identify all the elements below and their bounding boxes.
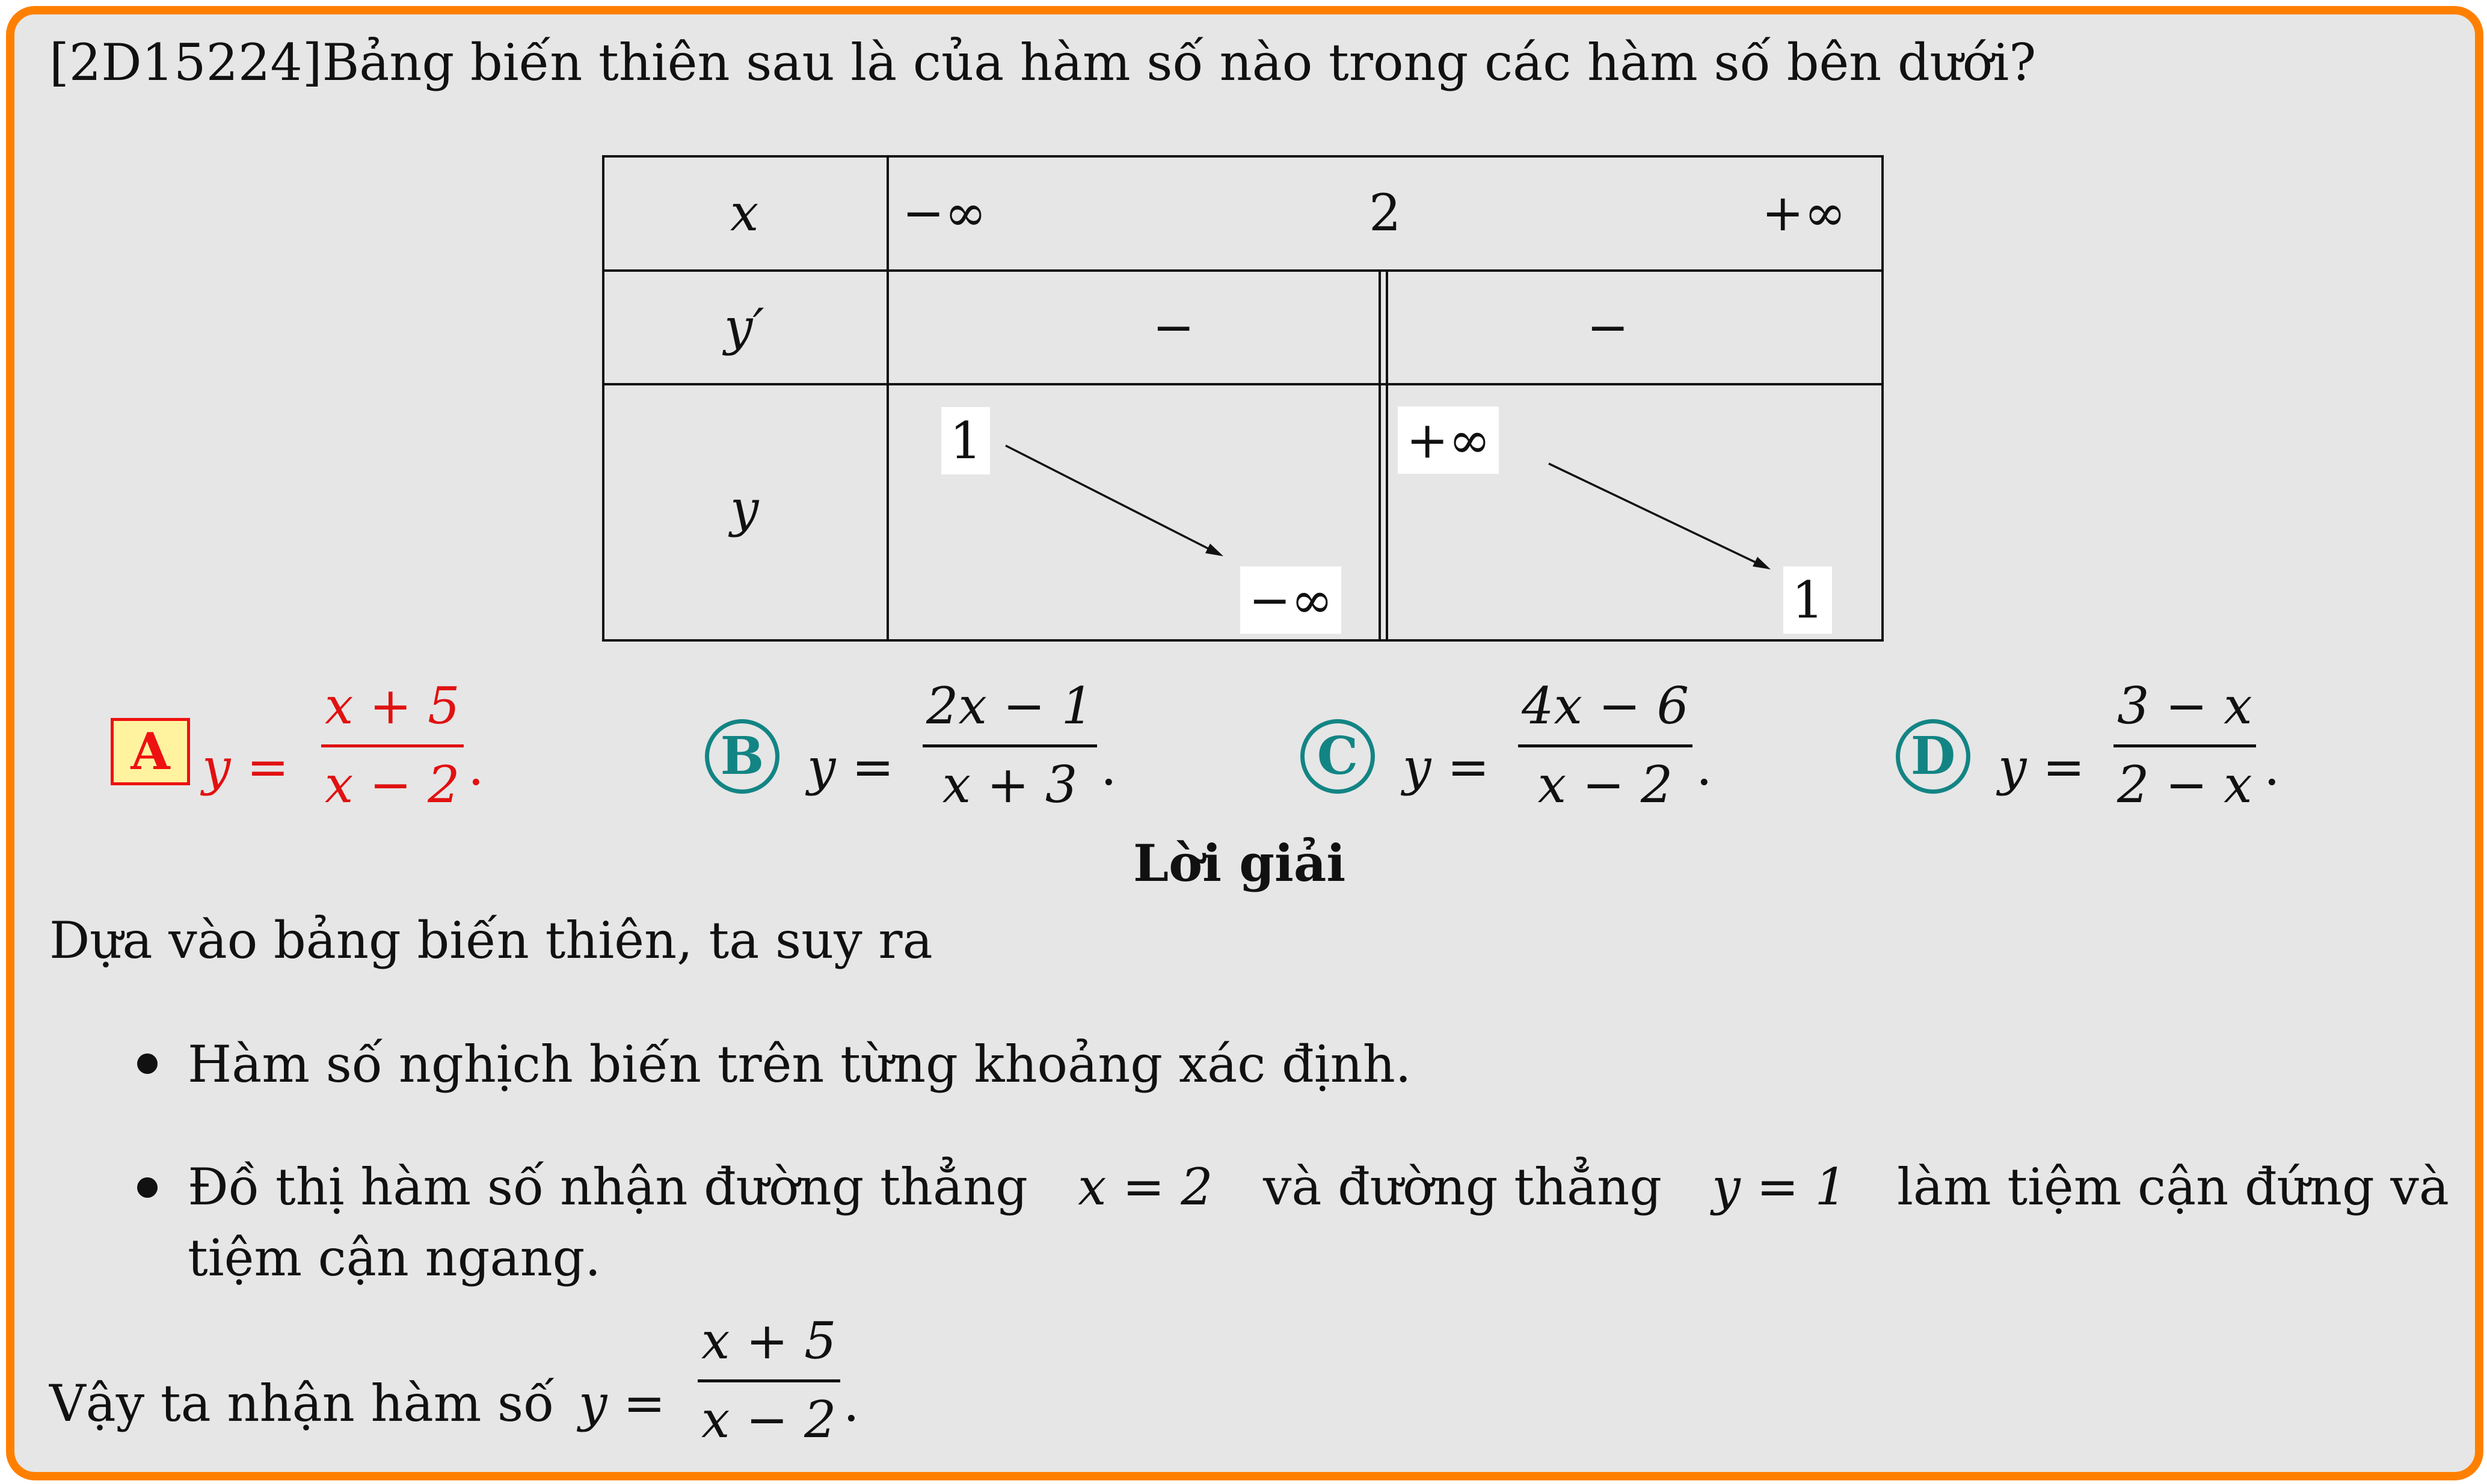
answer-c-denominator: x − 2: [1537, 755, 1673, 814]
answer-d-period: .: [2264, 738, 2280, 797]
answer-a-denominator: x − 2: [325, 755, 460, 814]
answer-c-period: .: [1696, 738, 1712, 797]
bullet-2-math-2: y = 1: [1712, 1157, 1847, 1216]
answer-d-fraction: [2113, 676, 2256, 814]
answer-a-numerator: x + 5: [325, 676, 460, 735]
answer-d-label[interactable]: D: [1896, 719, 1970, 794]
x-value-pos-infinity: +∞: [1762, 183, 1846, 242]
bullet-dot: [137, 1177, 158, 1198]
y-value-right-start: +∞: [1398, 406, 1499, 474]
yprime-sign-right: −: [1587, 298, 1629, 357]
bullet-2-part-1: Đồ thị hàm số nhận đường thẳng: [188, 1157, 1028, 1216]
decreasing-arrow-right: [1549, 464, 1763, 566]
solution-bullet-2-line-2: tiệm cận ngang.: [188, 1228, 601, 1287]
answer-a-label[interactable]: A: [111, 718, 190, 785]
question-text: Bảng biến thiên sau là của hàm số nào trong các hàm số bên dưới?: [322, 33, 2037, 92]
answer-b-label[interactable]: B: [705, 719, 779, 794]
answer-a-period: .: [468, 738, 484, 797]
solution-bullet-2-line-1: [188, 1157, 2449, 1216]
question-card: [6, 6, 2483, 1480]
conclusion-numerator: x + 5: [701, 1311, 837, 1370]
answer-b-period: .: [1101, 738, 1117, 797]
answer-c-numerator: 4x − 6: [1522, 676, 1689, 735]
answer-b-fraction: [923, 676, 1097, 814]
bullet-2-part-2: và đường thẳng: [1262, 1157, 1662, 1216]
answer-c-lhs: y =: [1403, 738, 1490, 797]
conclusion-text: Vậy ta nhận hàm số: [49, 1374, 555, 1433]
bullet-dot: [137, 1053, 158, 1074]
answer-d-denominator: 2 − x: [2117, 755, 2252, 814]
x-value-two: 2: [1369, 183, 1401, 242]
answer-c-fraction: [1518, 676, 1692, 814]
decreasing-arrow-left: [1006, 446, 1216, 553]
x-value-neg-infinity: −∞: [902, 183, 987, 242]
y-value-right-end: 1: [1783, 566, 1832, 634]
y-value-left-end: −∞: [1240, 566, 1341, 634]
question-id: [2D15224]: [49, 33, 322, 92]
answer-d-lhs: y =: [1998, 738, 2085, 797]
row-label-x: x: [730, 183, 759, 242]
row-label-y: y: [730, 479, 759, 538]
answer-b-denominator: x + 3: [942, 755, 1078, 814]
conclusion-fraction: [698, 1311, 840, 1449]
answer-b-numerator: 2x − 1: [926, 676, 1094, 735]
yprime-sign-left: −: [1152, 298, 1195, 357]
solution-title: Lời giải: [1133, 833, 1346, 893]
conclusion-lhs: y =: [579, 1374, 666, 1433]
answer-a-fraction: [321, 676, 464, 814]
conclusion-denominator: x − 2: [701, 1390, 837, 1449]
answer-d-numerator: 3 − x: [2117, 676, 2252, 735]
y-value-left-start: 1: [941, 407, 990, 474]
bullet-2-part-3: làm tiệm cận đứng và: [1897, 1157, 2449, 1216]
row-label-yprime: y′: [724, 298, 764, 357]
solution-intro: Dựa vào bảng biến thiên, ta suy ra: [49, 911, 933, 970]
bullet-2-math-1: x = 2: [1078, 1157, 1213, 1216]
conclusion-period: .: [843, 1374, 859, 1433]
solution-bullet-1: Hàm số nghịch biến trên từng khoảng xác định.: [188, 1035, 1412, 1094]
answer-b-lhs: y =: [807, 738, 894, 797]
answer-a-lhs: y =: [202, 738, 289, 797]
answer-c-label[interactable]: C: [1300, 719, 1375, 794]
